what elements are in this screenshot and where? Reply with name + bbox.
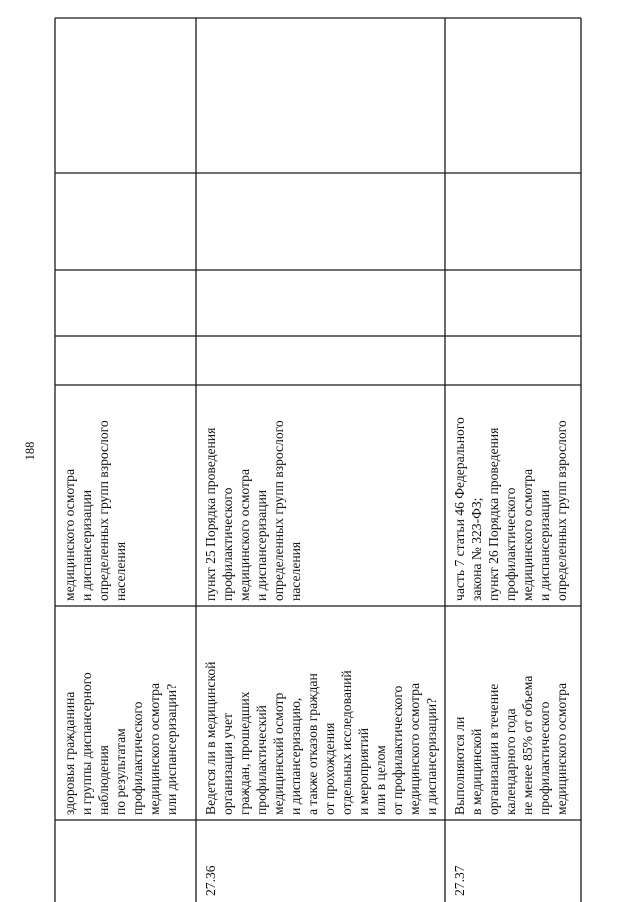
question-cell: Ведется ли в медицинской организации учет граждан, прошедших профилактический медицинский осмотр и диспансеризацию, а также отказов граждан от прохождения отдельных исследований и мероприятий или в целом от профилактического медицинского осмотра и диспансеризации?	[203, 661, 439, 815]
question-cell: здоровья гражданина и группы диспансерного наблюдения по результатам профилактического медицинского осмотра или диспансеризации?	[62, 672, 179, 815]
reference-cell: пункт 25 Порядка проведения профилактического медицинского осмотра и диспансеризации определенных групп взрослого населения	[203, 420, 303, 601]
question-cell: Выполняются ли в медицинской организации в течение календарного года не менее 85% от объема профилактического медицинского осмотра	[452, 675, 569, 815]
row-number-cell: 27.37	[452, 865, 467, 896]
row-number-cell: 27.36	[203, 865, 218, 896]
page-number	[23, 442, 37, 461]
page-number-text: 188	[23, 441, 37, 461]
reference-cell: медицинского осмотра и диспансеризации определенных групп взрослого населения	[62, 420, 128, 601]
reference-cell: часть 7 статьи 46 Федерального закона № 323-ФЗ; пункт 26 Порядка проведения профилактического медицинского осмотра и диспансеризации определенных групп взрослого	[452, 417, 569, 601]
